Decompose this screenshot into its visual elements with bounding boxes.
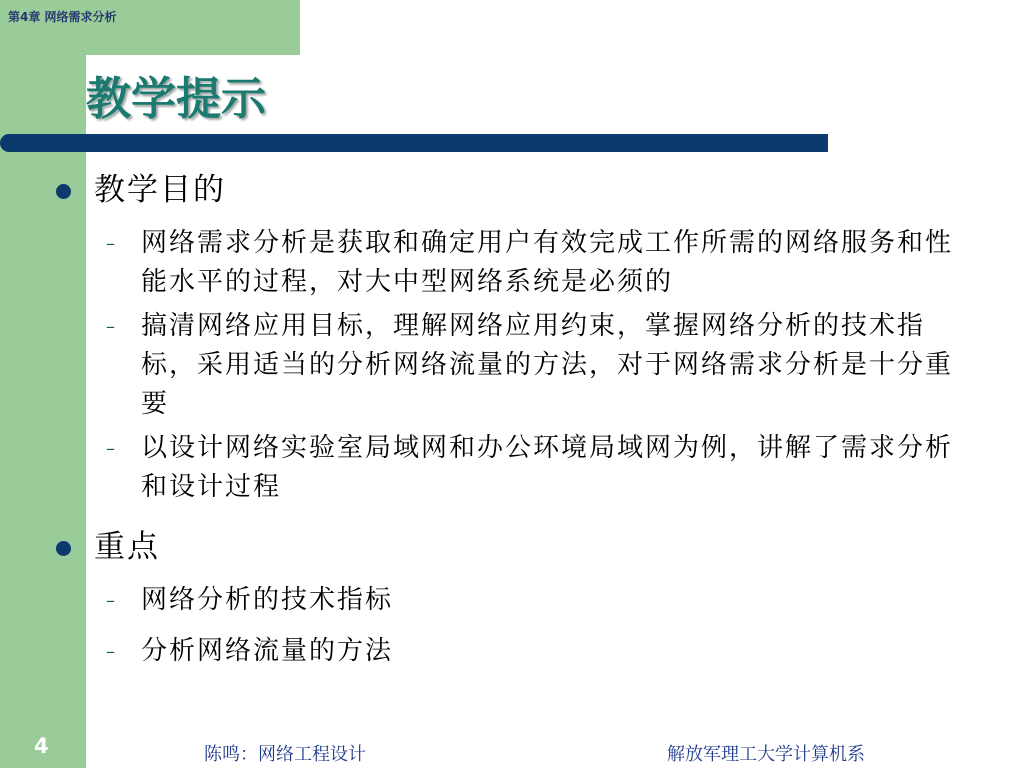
dash-icon: – xyxy=(106,641,117,662)
sub-bullet xyxy=(56,307,966,424)
sub-bullet-text: 网络需求分析是获取和确定用户有效完成工作所需的网络服务和性能水平的过程，对大中型网络系统是必须的 xyxy=(141,228,954,297)
footer-author: 陈鸣：网络工程设计 xyxy=(204,744,366,765)
dash-icon: – xyxy=(106,590,117,611)
slide-content xyxy=(56,170,966,676)
title-underline-bar xyxy=(0,134,828,152)
sub-bullet-text: 以设计网络实验室局域网和办公环境局域网为例，讲解了需求分析和设计过程 xyxy=(141,433,954,502)
bullet-teaching-goals xyxy=(56,170,966,210)
bullet-key-points xyxy=(56,527,966,567)
sub-bullet xyxy=(56,632,966,671)
sub-bullet-text: 分析网络流量的方法 xyxy=(141,636,394,666)
footer-institution: 解放军理工大学计算机系 xyxy=(667,744,865,765)
bullet-dot-icon xyxy=(56,184,71,199)
bullet-heading: 重点 xyxy=(94,529,160,565)
sub-bullet-text: 网络分析的技术指标 xyxy=(141,585,394,615)
dash-icon: – xyxy=(106,438,117,459)
sub-bullet-text: 搞清网络应用目标，理解网络应用约束，掌握网络分析的技术指标，采用适当的分析网络流量的方法，对于网络需求分析是十分重要 xyxy=(141,311,954,419)
chapter-label: 第4章 网络需求分析 xyxy=(8,10,117,24)
dash-icon: – xyxy=(106,316,117,337)
bullet-dot-icon xyxy=(56,541,71,556)
sub-bullet xyxy=(56,581,966,620)
page-number: 4 xyxy=(34,734,49,758)
sub-bullet xyxy=(56,429,966,507)
slide-title: 教学提示 xyxy=(86,72,267,125)
dash-icon: – xyxy=(106,233,117,254)
bullet-heading: 教学目的 xyxy=(94,172,226,208)
sub-bullet xyxy=(56,224,966,302)
